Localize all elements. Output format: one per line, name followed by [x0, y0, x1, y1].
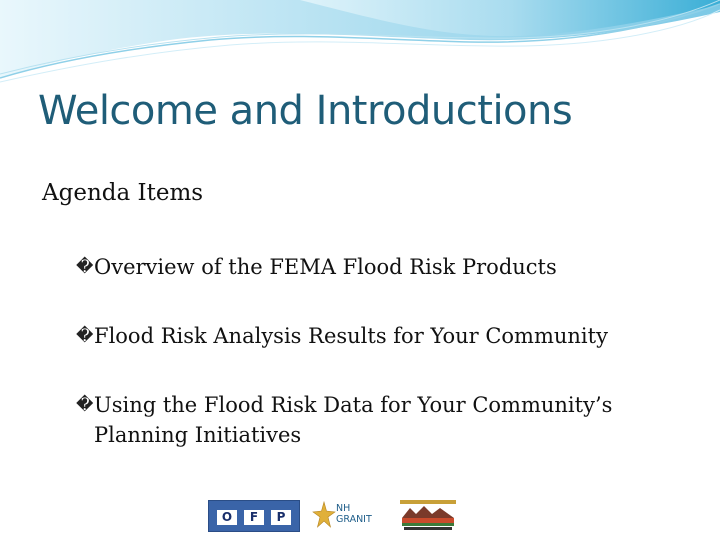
agenda-item [76, 321, 676, 351]
agenda-list [76, 252, 676, 489]
agenda-item-text: Flood Risk Analysis Results for Your Community [94, 324, 608, 348]
ofp-logo [208, 500, 300, 532]
nh-granit-logo [312, 498, 388, 532]
regional-planning-logo [398, 498, 458, 532]
slide-subtitle: Agenda Items [42, 180, 204, 206]
nh-granit-line2: GRANIT [336, 514, 372, 525]
star-icon [312, 500, 336, 530]
slide-title: Welcome and Introductions [38, 88, 573, 134]
nh-granit-line1: NH [336, 503, 351, 514]
bullet-icon: � [76, 326, 94, 346]
agenda-item [76, 390, 676, 450]
agenda-item-text: Overview of the FEMA Flood Risk Products [94, 255, 557, 279]
partner-logos [208, 498, 458, 532]
bullet-icon: � [76, 257, 94, 277]
regional-planning-emblem-icon [398, 498, 458, 532]
ofp-logo-letter: O [217, 510, 237, 525]
agenda-item [76, 252, 676, 282]
agenda-item-text: Using the Flood Risk Data for Your Community’s Planning Initiatives [94, 393, 613, 447]
ofp-logo-letter: F [244, 510, 264, 525]
bullet-icon: � [76, 395, 94, 415]
ofp-logo-letter: P [271, 510, 291, 525]
